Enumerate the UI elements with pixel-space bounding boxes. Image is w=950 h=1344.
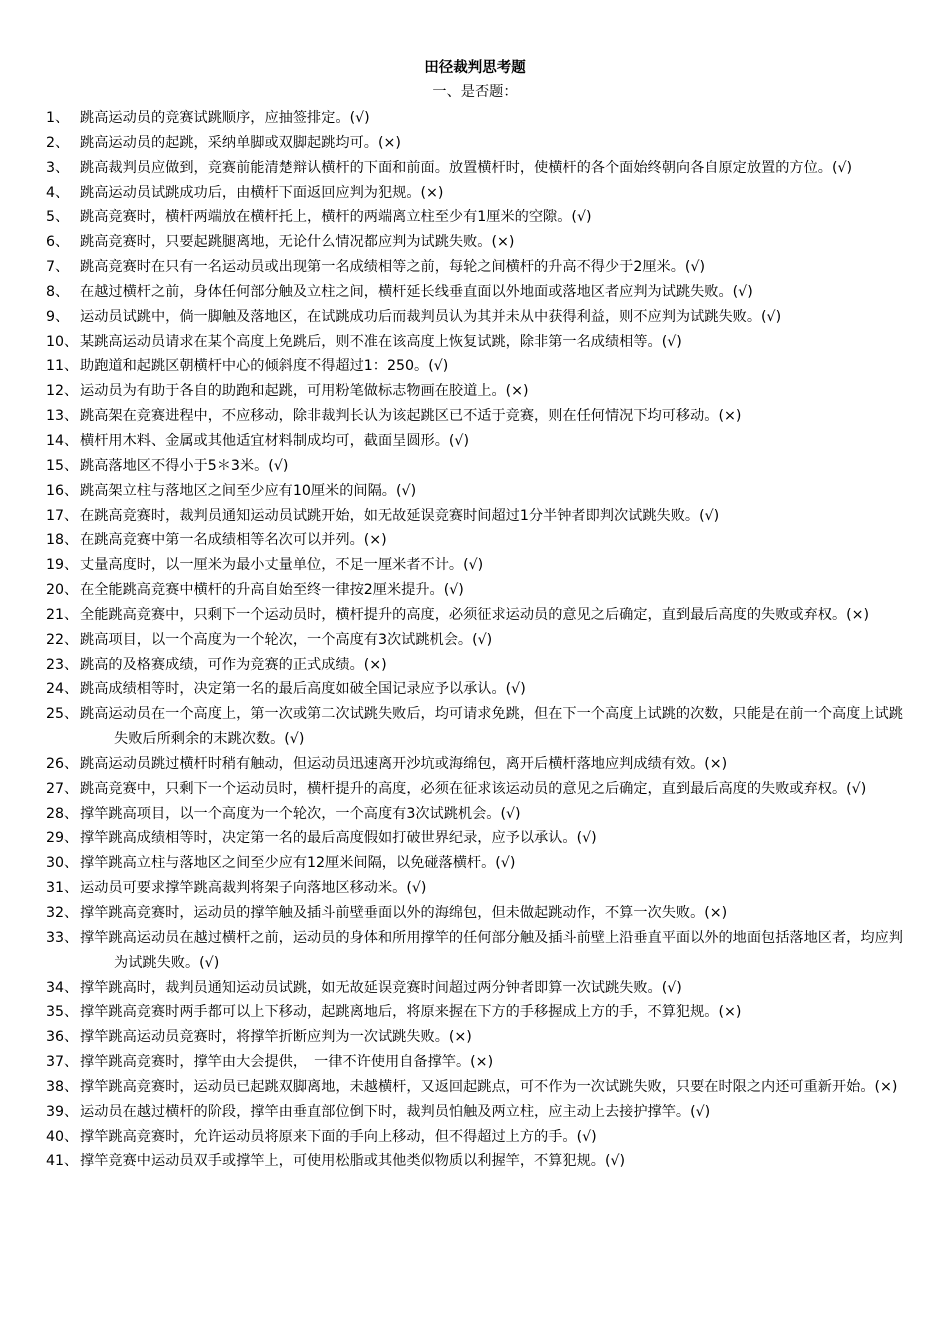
list-item [46, 901, 906, 926]
item-text: 跳高竞赛中，只剩下一个运动员时，横杆提升的高度，必须在征求该运动员的意见之后确定，直到最后高度的失败或弃权。(√) [80, 780, 867, 797]
item-number: 14、 [46, 432, 79, 449]
list-item [46, 752, 906, 777]
item-text: 撑竿跳高竞赛时两手都可以上下移动，起跳离地后，将原来握在下方的手移握成上方的手，不算犯规。(×) [80, 1004, 742, 1021]
item-number: 40、 [46, 1128, 79, 1145]
item-number: 34、 [46, 979, 79, 996]
item-text: 撑竿跳高竞赛时，撑竿由大会提供， 一律不许使用自备撑竿。(×) [80, 1054, 494, 1071]
item-text: 在跳高竞赛时，裁判员通知运动员试跳开始，如无故延误竞赛时间超过1分半钟者即判次试跳失败。(√) [80, 507, 720, 524]
item-text: 全能跳高竞赛中，只剩下一个运动员时，横杆提升的高度，必须征求运动员的意见之后确定，直到最后高度的失败或弃权。(×) [80, 606, 870, 623]
item-number: 15、 [46, 457, 79, 474]
item-text: 跳高的及格赛成绩，可作为竞赛的正式成绩。(×) [80, 656, 387, 673]
list-item [46, 1100, 906, 1125]
item-text: 跳高运动员的竞赛试跳顺序，应抽签排定。(√) [80, 110, 370, 126]
page-title: 田径裁判思考题 [424, 60, 526, 76]
list-item [46, 677, 906, 702]
item-text: 撑竿跳高运动员在越过横杆之前，运动员的身体和所用撑竿的任何部分触及插斗前壁上沿垂直平面以外的地面包括落地区者，均应判为试跳失败。(√) [80, 929, 903, 971]
list-item [46, 926, 906, 976]
list-item [46, 653, 906, 678]
item-text: 撑竿跳高立柱与落地区之间至少应有12厘米间隔，以免碰落横杆。(√) [80, 855, 516, 872]
list-item [46, 330, 906, 355]
list-item [46, 255, 906, 280]
item-number: 32、 [46, 905, 79, 921]
item-text: 跳高落地区不得小于5＊3米。(√) [80, 457, 289, 474]
item-text: 跳高竞赛时在只有一名运动员或出现第一名成绩相等之前，每轮之间横杆的升高不得少于2厘米。(√) [80, 259, 706, 276]
list-item [46, 479, 906, 504]
list-item [46, 404, 906, 429]
item-number: 17、 [46, 507, 79, 524]
item-number: 33、 [46, 929, 79, 946]
list-item [46, 976, 906, 1001]
list-item [46, 205, 906, 230]
item-text: 跳高运动员在一个高度上，第一次或第二次试跳失败后，均可请求免跳，但在下一个高度上试跳的次数，只能是在前一个高度上试跳失败后所剩余的末跳次数。(√) [80, 706, 903, 748]
item-text: 撑竿跳高运动员竞赛时，将撑竿折断应判为一次试跳失败。(×) [80, 1029, 472, 1046]
item-number: 38、 [46, 1078, 79, 1095]
item-number: 9、 [46, 308, 70, 325]
item-text: 某跳高运动员请求在某个高度上免跳后，则不准在该高度上恢复试跳，除非第一名成绩相等。(√) [80, 333, 682, 350]
item-text: 撑竿竞赛中运动员双手或撑竿上，可使用松脂或其他类似物质以利握竿，不算犯规。(√) [80, 1153, 626, 1170]
item-number: 21、 [46, 606, 79, 623]
item-number: 39、 [46, 1103, 79, 1120]
list-item [46, 181, 906, 206]
item-number: 24、 [46, 681, 79, 698]
item-number: 28、 [46, 805, 79, 822]
list-item [46, 230, 906, 255]
list-item [46, 305, 906, 330]
list-item [46, 1025, 906, 1050]
item-number: 16、 [46, 482, 79, 499]
item-number: 10、 [46, 333, 79, 350]
item-text: 跳高运动员的起跳，采纳单脚或双脚起跳均可。(×) [80, 134, 401, 151]
item-number: 22、 [46, 631, 79, 648]
item-text: 撑竿跳高时，裁判员通知运动员试跳，如无故延误竞赛时间超过两分钟者即算一次试跳失败。(√) [80, 979, 682, 996]
item-text: 跳高竞赛时，只要起跳腿离地，无论什么情况都应判为试跳失败。(×) [80, 234, 515, 251]
item-text: 跳高竞赛时，横杆两端放在横杆托上，横杆的两端离立柱至少有1厘米的空隙。(√) [80, 209, 592, 226]
item-number: 3、 [46, 159, 70, 176]
item-text: 跳高架在竞赛进程中，不应移动，除非裁判长认为该起跳区已不适于竞赛，则在任何情况下均可移动。(×) [80, 408, 742, 425]
item-number: 19、 [46, 557, 79, 574]
item-number: 36、 [46, 1029, 79, 1046]
list-item [46, 106, 906, 131]
list-item [46, 131, 906, 156]
item-number: 1、 [46, 110, 70, 126]
list-item [46, 454, 906, 479]
item-text: 在跳高竞赛中第一名成绩相等名次可以并列。(×) [80, 532, 387, 549]
item-text: 丈量高度时，以一厘米为最小丈量单位，不足一厘米者不计。(√) [80, 557, 484, 574]
item-text: 运动员可要求撑竿跳高裁判将架子向落地区移动米。(√) [80, 880, 427, 897]
list-item [46, 280, 906, 305]
list-item [46, 156, 906, 181]
list-item [46, 1000, 906, 1025]
list-item [46, 603, 906, 628]
list-item [46, 379, 906, 404]
item-number: 13、 [46, 408, 79, 425]
item-number: 2、 [46, 134, 70, 151]
item-number: 35、 [46, 1004, 79, 1021]
list-item [46, 802, 906, 827]
item-number: 12、 [46, 383, 79, 400]
list-item [46, 553, 906, 578]
item-text: 撑竿跳高竞赛时，运动员已起跳双脚离地，未越横杆，又返回起跳点，可不作为一次试跳失败，只要在时限之内还可重新开始。(×) [80, 1078, 898, 1095]
item-text: 横杆用木料、金属或其他适宜材料制成均可，截面呈圆形。(√) [80, 432, 469, 449]
item-number: 26、 [46, 755, 79, 772]
item-text: 跳高运动员跳过横杆时稍有触动，但运动员迅速离开沙坑或海绵包，离开后横杆落地应判成绩有效。(×) [80, 755, 728, 772]
item-number: 41、 [46, 1153, 79, 1170]
list-item [46, 528, 906, 553]
item-text: 撑竿跳高项目，以一个高度为一个轮次，一个高度有3次试跳机会。(√) [80, 805, 521, 822]
item-text: 运动员试跳中，倘一脚触及落地区，在试跳成功后而裁判员认为其并未从中获得利益，则不应判为试跳失败。(√) [80, 308, 782, 325]
item-text: 助跑道和起跳区朝横杆中心的倾斜度不得超过1：250。(√) [80, 358, 449, 375]
item-number: 23、 [46, 656, 79, 673]
item-text: 跳高项目，以一个高度为一个轮次，一个高度有3次试跳机会。(√) [80, 631, 493, 648]
item-number: 30、 [46, 855, 79, 872]
list-item [46, 628, 906, 653]
item-number: 37、 [46, 1054, 79, 1071]
item-text: 撑竿跳高竞赛时，运动员的撑竿触及插斗前壁垂面以外的海绵包，但未做起跳动作，不算一次失败。(×) [80, 905, 728, 921]
item-number: 8、 [46, 283, 70, 300]
item-text: 运动员在越过横杆的阶段，撑竿由垂直部位倒下时，裁判员怕触及两立柱，应主动上去接护撑竿。(√) [80, 1103, 711, 1120]
item-text: 运动员为有助于各自的助跑和起跳，可用粉笔做标志物画在胶道上。(×) [80, 383, 529, 400]
item-text: 在越过横杆之前，身体任何部分触及立柱之间，横杆延长线垂直面以外地面或落地区者应判为试跳失败。(√) [80, 283, 753, 300]
list-item [46, 777, 906, 802]
item-number: 6、 [46, 234, 70, 251]
list-item [46, 1075, 906, 1100]
list-item [46, 876, 906, 901]
list-item [46, 1050, 906, 1075]
item-number: 31、 [46, 880, 79, 897]
item-text: 跳高架立柱与落地区之间至少应有10厘米的间隔。(√) [80, 482, 417, 499]
list-item [46, 851, 906, 876]
list-item [46, 1125, 906, 1150]
item-number: 4、 [46, 184, 70, 201]
list-item [46, 429, 906, 454]
list-item [46, 578, 906, 603]
item-number: 27、 [46, 780, 79, 797]
item-number: 20、 [46, 582, 79, 599]
list-item [46, 702, 906, 752]
item-number: 7、 [46, 259, 70, 276]
question-list [46, 106, 906, 1174]
list-item [46, 826, 906, 851]
item-text: 跳高运动员试跳成功后，由横杆下面返回应判为犯规。(×) [80, 184, 444, 201]
item-text: 撑竿跳高成绩相等时，决定第一名的最后高度假如打破世界纪录，应予以承认。(√) [80, 830, 597, 847]
item-number: 18、 [46, 532, 79, 549]
list-item [46, 354, 906, 379]
item-text: 跳高成绩相等时，决定第一名的最后高度如破全国记录应予以承认。(√) [80, 681, 526, 698]
item-text: 在全能跳高竞赛中横杆的升高自始至终一律按2厘米提升。(√) [80, 582, 464, 599]
item-number: 25、 [46, 706, 79, 723]
list-item [46, 504, 906, 529]
list-item [46, 1149, 906, 1174]
item-text: 撑竿跳高竞赛时，允许运动员将原来下面的手向上移动，但不得超过上方的手。(√) [80, 1128, 597, 1145]
section-heading: 一、是否题： [432, 84, 518, 100]
item-number: 11、 [46, 358, 79, 375]
item-text: 跳高裁判员应做到，竞赛前能清楚辩认横杆的下面和前面。放置横杆时，使横杆的各个面始终朝向各自原定放置的方位。(√) [80, 159, 853, 176]
item-number: 5、 [46, 209, 70, 226]
item-number: 29、 [46, 830, 79, 847]
